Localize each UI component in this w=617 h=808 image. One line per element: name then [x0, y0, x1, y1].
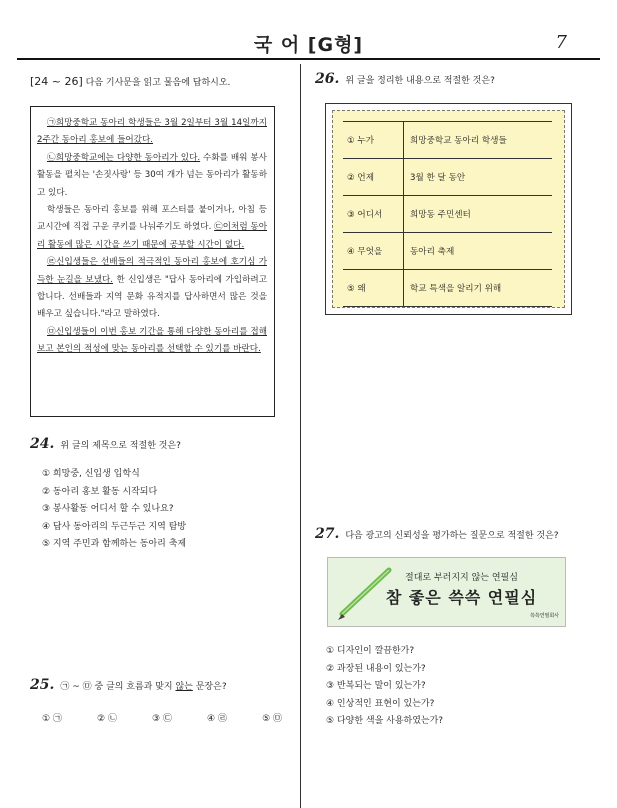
instruction-24-26	[30, 75, 230, 88]
question-text: ㉠ ~ ㉤ 중 글의 흐름과 맞지	[60, 682, 176, 692]
question-text-emphasis: 않는	[175, 682, 193, 692]
header-rule	[17, 58, 600, 60]
passage-text: 한 신입생은 "답사 동아리에 가입하려고 합니다. 선배들과 지역 문화 유적지를 답사하면서 많은 것을 배우고 싶습니다."라고 말하였다.	[37, 274, 268, 320]
exam-subject-title: 국 어 [G형]	[253, 34, 364, 56]
option-3[interactable]: ③ 반복되는 말이 있는가?	[326, 681, 426, 691]
option-2[interactable]: ② 과장된 내용이 있는가?	[326, 663, 426, 674]
ad-maker: 쓱쓱연필회사	[530, 613, 559, 619]
summary-box-inner	[332, 110, 565, 308]
passage-paragraph-2	[37, 150, 267, 202]
passage-paragraph-3	[37, 202, 267, 254]
question-text: 다음 광고의 신뢰성을 평가하는 질문으로 적절한 것은?	[345, 531, 559, 541]
question-27	[315, 526, 559, 542]
row-key: ① 누가	[343, 122, 404, 159]
option-5[interactable]: ⑤ 지역 주민과 함께하는 동아리 축제	[42, 539, 187, 549]
option-2[interactable]: ② 동아리 홍보 활동 시작되다	[42, 486, 158, 497]
question-25-options	[42, 711, 282, 724]
table-row[interactable]	[343, 122, 552, 159]
column-divider	[300, 64, 301, 808]
option-4[interactable]: ④ ㉣	[207, 714, 227, 724]
option-1[interactable]: ① ㉠	[42, 714, 62, 724]
question-number: 26.	[315, 71, 340, 87]
summary-table	[343, 121, 552, 307]
question-number: 24.	[30, 436, 55, 452]
passage-paragraph-4	[37, 254, 267, 324]
table-row[interactable]	[343, 196, 552, 233]
row-key: ⑤ 왜	[343, 270, 404, 307]
row-value: 희망중학교 동아리 학생들	[404, 122, 553, 159]
row-value: 학교 특색을 알리기 위해	[404, 270, 553, 307]
row-key: ④ 무엇을	[343, 233, 404, 270]
option-2[interactable]: ② ㉡	[97, 714, 117, 724]
summary-box	[325, 103, 572, 315]
question-25	[30, 677, 227, 693]
sentence-e: ㉤신입생들이 이번 홍보 기간을 통해 다양한 동아리를 접해 보고 본인의 적성에 맞는 동아리를 선택할 수 있기를 바란다.	[37, 326, 267, 355]
sentence-d: ㉣신입생들은 선배들의 적극적인 동아리 홍보에 호기심 가득한 눈길을 보냈다.	[37, 257, 267, 285]
option-5[interactable]: ⑤ ㉤	[262, 714, 282, 724]
article-passage	[30, 106, 275, 417]
table-row[interactable]	[343, 233, 552, 270]
option-3[interactable]: ③ 봉사활동 어디서 할 수 있나요?	[42, 504, 174, 514]
passage-paragraph-5	[37, 324, 267, 359]
question-range: [24 ~ 26]	[30, 75, 83, 88]
table-row[interactable]	[343, 159, 552, 196]
row-value: 동아리 축제	[404, 233, 553, 270]
question-text: 문장은?	[192, 682, 227, 692]
row-key: ③ 어디서	[343, 196, 404, 233]
question-text: 위 글의 제목으로 적절한 것은?	[60, 441, 181, 451]
ad-tagline: 절대로 부러지지 않는 연필심	[405, 573, 518, 583]
passage-paragraph-1	[37, 115, 267, 150]
instruction-text: 다음 기사문을 읽고 물음에 답하시오.	[85, 78, 231, 88]
option-1[interactable]: ① 디자인이 깔끔한가?	[326, 646, 415, 656]
row-value: 희망동 주민센터	[404, 196, 553, 233]
question-number: 25.	[30, 677, 55, 693]
row-value: 3월 한 달 동안	[404, 159, 553, 196]
option-3[interactable]: ③ ㉢	[152, 714, 172, 724]
question-number: 27.	[315, 526, 340, 542]
question-26	[315, 71, 495, 87]
option-4[interactable]: ④ 인상적인 표현이 있는가?	[326, 698, 435, 709]
question-text: 위 글을 정리한 내용으로 적절한 것은?	[345, 76, 495, 86]
sentence-a: ㉠희망중학교 동아리 학생들은 3월 2일부터 3월 14일까지 2주간 동아리 홍보에 들어갔다.	[37, 118, 267, 146]
option-1[interactable]: ① 희망중, 신입생 입학식	[42, 469, 140, 479]
pencil-advertisement	[327, 557, 566, 627]
table-row[interactable]	[343, 270, 552, 307]
sentence-b: ㉡희망중학교에는 다양한 동아리가 있다.	[47, 152, 201, 163]
question-24	[30, 436, 181, 452]
passage-text: 수화를 배워 봉사활동을 펼치는 '손짓사랑' 등 30여 개가 넘는 동아리가 활동하고 있다.	[37, 152, 267, 198]
option-4[interactable]: ④ 답사 동아리의 두근두근 지역 탐방	[42, 521, 187, 532]
passage-text: 학생들은 동아리 홍보를 위해 포스터를 붙이거나, 아침 등교시간에 직접 구운 쿠키를 나눠주기도 하였다.	[37, 205, 267, 233]
row-key: ② 언제	[343, 159, 404, 196]
sentence-c: ㉢이처럼 동아리 활동에 많은 시간을 쓰기 때문에 공부할 시간이 없다.	[37, 222, 268, 250]
option-5[interactable]: ⑤ 다양한 색을 사용하였는가?	[326, 716, 444, 726]
page-number: 7	[555, 32, 567, 53]
question-24-options	[42, 466, 186, 554]
ad-headline: 참 좋은 쓱쓱 연필심	[385, 588, 538, 607]
question-27-options	[326, 643, 443, 731]
